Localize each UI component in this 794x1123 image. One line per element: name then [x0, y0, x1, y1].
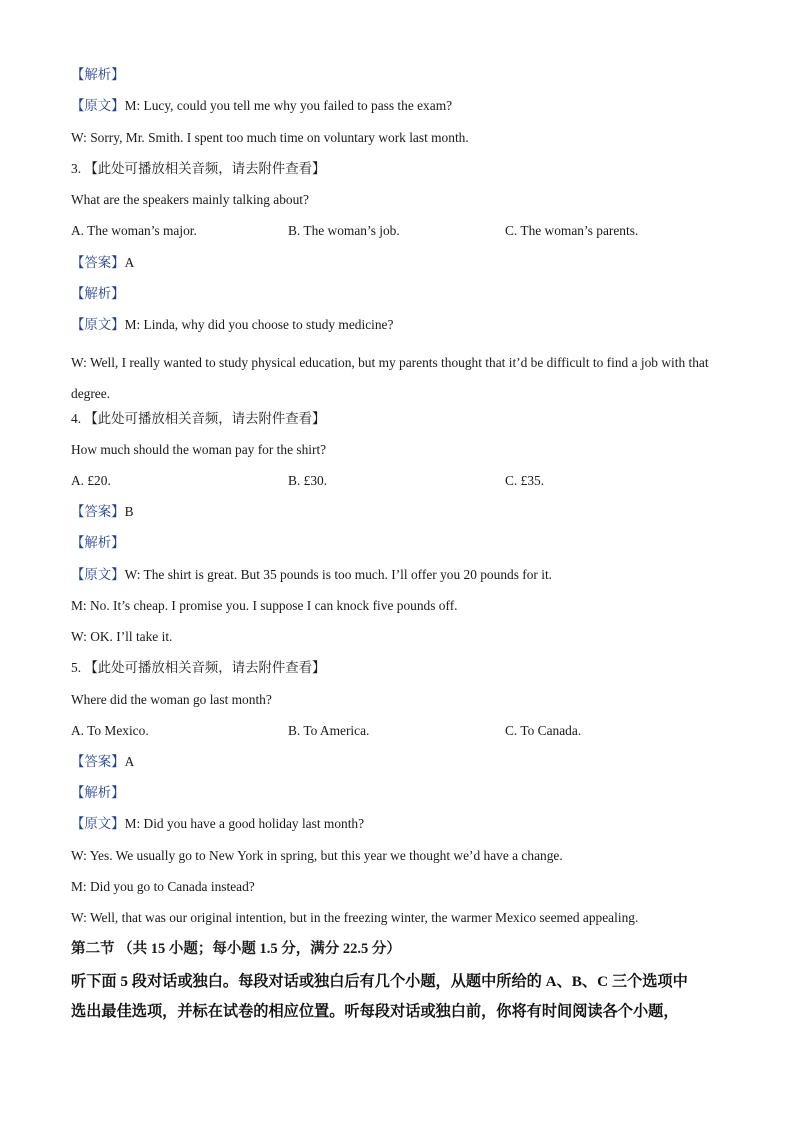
section-title: 第二节 （共 15 小题；每小题 1.5 分，满分 22.5 分） — [71, 941, 401, 957]
transcript-line: W: Well, I really wanted to study physical education, but my parents thought that it’d be difficult to find a job with that degree. — [71, 355, 709, 401]
analysis-label: 【解析】 — [71, 286, 125, 301]
answer-value: A — [124, 754, 135, 769]
option-a: A. £20. — [71, 473, 111, 488]
transcript-line: 【原文】M: Lucy, could you tell me why you failed to pass the exam? — [71, 98, 453, 113]
option-b: B. The woman’s job. — [288, 223, 400, 238]
option-a: A. To Mexico. — [71, 723, 149, 738]
option-c: C. To Canada. — [505, 723, 582, 738]
transcript-line: W: Sorry, Mr. Smith. I spent too much time on voluntary work last month. — [71, 130, 469, 145]
answer-value: A — [124, 255, 135, 270]
question-text: How much should the woman pay for the shirt? — [71, 442, 327, 457]
transcript-line: W: OK. I’ll take it. — [71, 629, 173, 644]
option-a: A. The woman’s major. — [71, 223, 197, 238]
question-number: 4. 【此处可播放相关音频，请去附件查看】 — [71, 411, 326, 426]
question-text: Where did the woman go last month? — [71, 692, 272, 707]
analysis-label: 【解析】 — [71, 67, 125, 82]
question-text: What are the speakers mainly talking about? — [71, 192, 309, 207]
option-b: B. £30. — [288, 473, 328, 488]
answer-line: 【答案】B — [71, 504, 134, 519]
analysis-label: 【解析】 — [71, 535, 125, 550]
analysis-label: 【解析】 — [71, 785, 125, 800]
transcript-line: M: No. It’s cheap. I promise you. I suppose I can knock five pounds off. — [71, 598, 458, 613]
transcript-line: 【原文】M: Did you have a good holiday last month? — [71, 816, 365, 831]
transcript-line: W: Well, that was our original intention, but in the freezing winter, the warmer Mexico seemed appealing. — [71, 910, 639, 925]
option-c: C. £35. — [505, 473, 545, 488]
transcript-line: M: Did you go to Canada instead? — [71, 879, 255, 894]
option-b: B. To America. — [288, 723, 370, 738]
section-instructions: 听下面 5 段对话或独白。每段对话或独白后有几个小题，从题中所给的 A、B、C 三个选项中 — [71, 973, 688, 990]
question-number: 3. 【此处可播放相关音频，请去附件查看】 — [71, 161, 326, 176]
transcript-line: 【原文】W: The shirt is great. But 35 pounds is too much. I’ll offer you 20 pounds for it. — [71, 567, 553, 582]
answer-value: B — [124, 504, 134, 519]
answer-line: 【答案】A — [71, 754, 135, 769]
section-instructions: 选出最佳选项，并标在试卷的相应位置。听每段对话或独白前，你将有时间阅读各个小题， — [71, 1003, 679, 1020]
option-c: C. The woman’s parents. — [505, 223, 639, 238]
transcript-line: 【原文】M: Linda, why did you choose to study medicine? — [71, 317, 394, 332]
transcript-line: W: Yes. We usually go to New York in spring, but this year we thought we’d have a change. — [71, 848, 563, 863]
answer-line: 【答案】A — [71, 255, 135, 270]
question-number: 5. 【此处可播放相关音频，请去附件查看】 — [71, 660, 326, 675]
